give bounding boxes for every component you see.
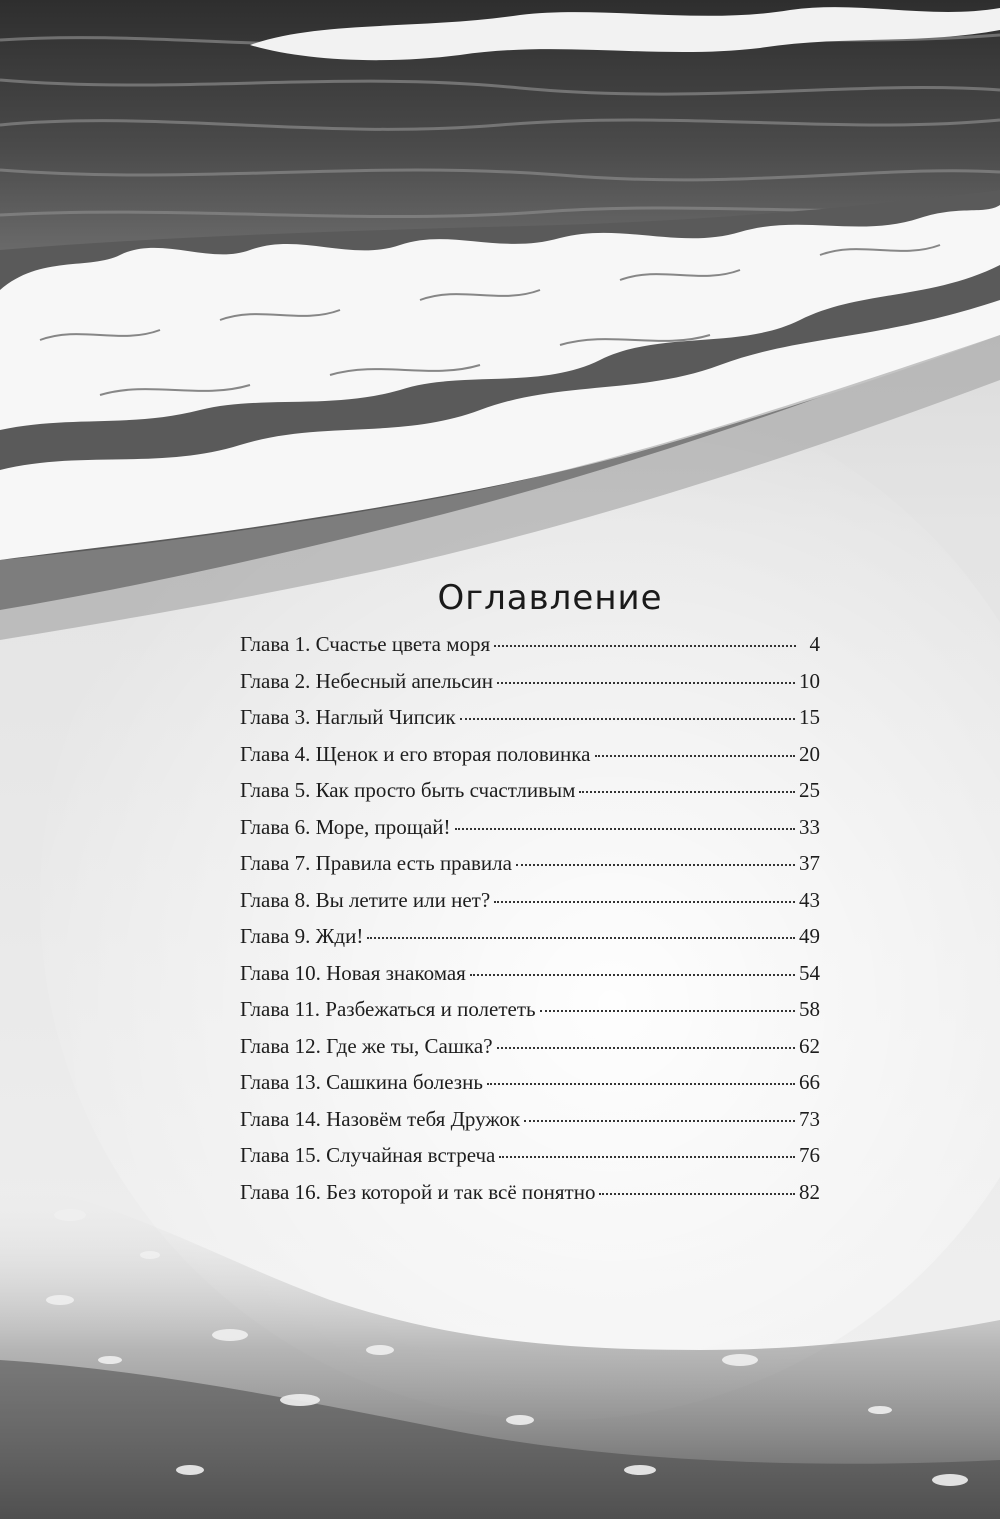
chapter-title: Сашкина болезнь xyxy=(326,1070,483,1094)
chapter-number: Глава 4. xyxy=(240,741,311,766)
chapter-number: Глава 13. xyxy=(240,1070,321,1094)
chapter-title: Новая знакомая xyxy=(326,960,466,985)
chapter-number: Глава 10. xyxy=(240,960,321,985)
chapter-title: Небесный апельсин xyxy=(315,668,493,693)
toc-entry[interactable] xyxy=(240,778,820,815)
chapter-number: Глава 8. xyxy=(240,887,311,912)
page-number: 15 xyxy=(799,705,820,729)
chapter-number: Глава 15. xyxy=(240,1143,321,1167)
page-number: 66 xyxy=(799,1070,820,1094)
page-number: 62 xyxy=(799,1033,820,1058)
page-number: 54 xyxy=(799,960,820,985)
toc-entry[interactable] xyxy=(240,1143,820,1180)
page-number: 76 xyxy=(799,1143,820,1167)
toc-entry[interactable] xyxy=(240,742,820,779)
chapter-number: Глава 7. xyxy=(240,851,311,875)
toc-entry[interactable] xyxy=(240,1070,820,1107)
chapter-title: Как просто быть счастливым xyxy=(315,778,576,802)
toc-entry[interactable] xyxy=(240,669,820,706)
page-number: 49 xyxy=(799,924,820,948)
dot-leader xyxy=(497,682,795,684)
chapter-title: Случайная встреча xyxy=(326,1143,496,1167)
toc-entry[interactable] xyxy=(240,705,820,742)
toc-entry[interactable] xyxy=(240,1034,820,1071)
chapter-number: Глава 3. xyxy=(240,705,311,729)
toc-entry[interactable] xyxy=(240,1180,820,1217)
chapter-number: Глава 5. xyxy=(240,778,311,802)
page-number: 82 xyxy=(799,1179,820,1204)
toc-entry[interactable] xyxy=(240,961,820,998)
dot-leader xyxy=(595,755,796,757)
table-of-contents xyxy=(240,578,820,1216)
dot-leader xyxy=(460,718,795,720)
page-number: 20 xyxy=(799,741,820,766)
dot-leader xyxy=(497,1047,795,1049)
dot-leader xyxy=(487,1083,795,1085)
chapter-number: Глава 9. xyxy=(240,924,311,948)
dot-leader xyxy=(599,1193,795,1195)
chapter-title: Назовём тебя Дружок xyxy=(326,1106,521,1131)
dot-leader xyxy=(524,1120,795,1122)
page-number: 58 xyxy=(799,997,820,1021)
chapter-title: Жди! xyxy=(315,924,364,948)
page-number: 4 xyxy=(809,632,820,656)
chapter-title: Без которой и так всё понятно xyxy=(326,1179,596,1204)
page-number: 10 xyxy=(799,668,820,693)
chapter-number: Глава 16. xyxy=(240,1179,321,1204)
dot-leader xyxy=(455,828,795,830)
toc-entry[interactable] xyxy=(240,924,820,961)
chapter-number: Глава 12. xyxy=(240,1033,321,1058)
chapter-title: Где же ты, Сашка? xyxy=(326,1033,493,1058)
chapter-number: Глава 11. xyxy=(240,997,321,1021)
chapter-title: Вы летите или нет? xyxy=(315,887,491,912)
toc-entry[interactable] xyxy=(240,997,820,1034)
chapter-number: Глава 6. xyxy=(240,814,311,839)
page-number: 37 xyxy=(799,851,820,875)
page-number: 25 xyxy=(799,778,820,802)
toc-title: Оглавление xyxy=(437,578,663,618)
toc-entry[interactable] xyxy=(240,851,820,888)
dot-leader xyxy=(540,1010,795,1012)
dot-leader xyxy=(470,974,795,976)
chapter-title: Разбежаться и полететь xyxy=(325,997,536,1021)
page-number: 33 xyxy=(799,814,820,839)
dot-leader xyxy=(499,1156,795,1158)
chapter-number: Глава 1. xyxy=(240,632,311,656)
toc-entry[interactable] xyxy=(240,632,820,669)
chapter-number: Глава 14. xyxy=(240,1106,321,1131)
page-number: 43 xyxy=(799,887,820,912)
dot-leader xyxy=(494,645,796,647)
page-number: 73 xyxy=(799,1106,820,1131)
chapter-title: Счастье цвета моря xyxy=(315,632,491,656)
toc-entry[interactable] xyxy=(240,888,820,925)
chapter-title: Щенок и его вторая половинка xyxy=(315,741,591,766)
toc-entry[interactable] xyxy=(240,1107,820,1144)
toc-list xyxy=(240,632,820,1216)
dot-leader xyxy=(516,864,795,866)
chapter-title: Правила есть правила xyxy=(315,851,512,875)
dot-leader xyxy=(494,901,795,903)
dot-leader xyxy=(579,791,795,793)
chapter-title: Море, прощай! xyxy=(315,814,451,839)
chapter-number: Глава 2. xyxy=(240,668,311,693)
chapter-title: Наглый Чипсик xyxy=(315,705,456,729)
dot-leader xyxy=(367,937,795,939)
toc-entry[interactable] xyxy=(240,815,820,852)
